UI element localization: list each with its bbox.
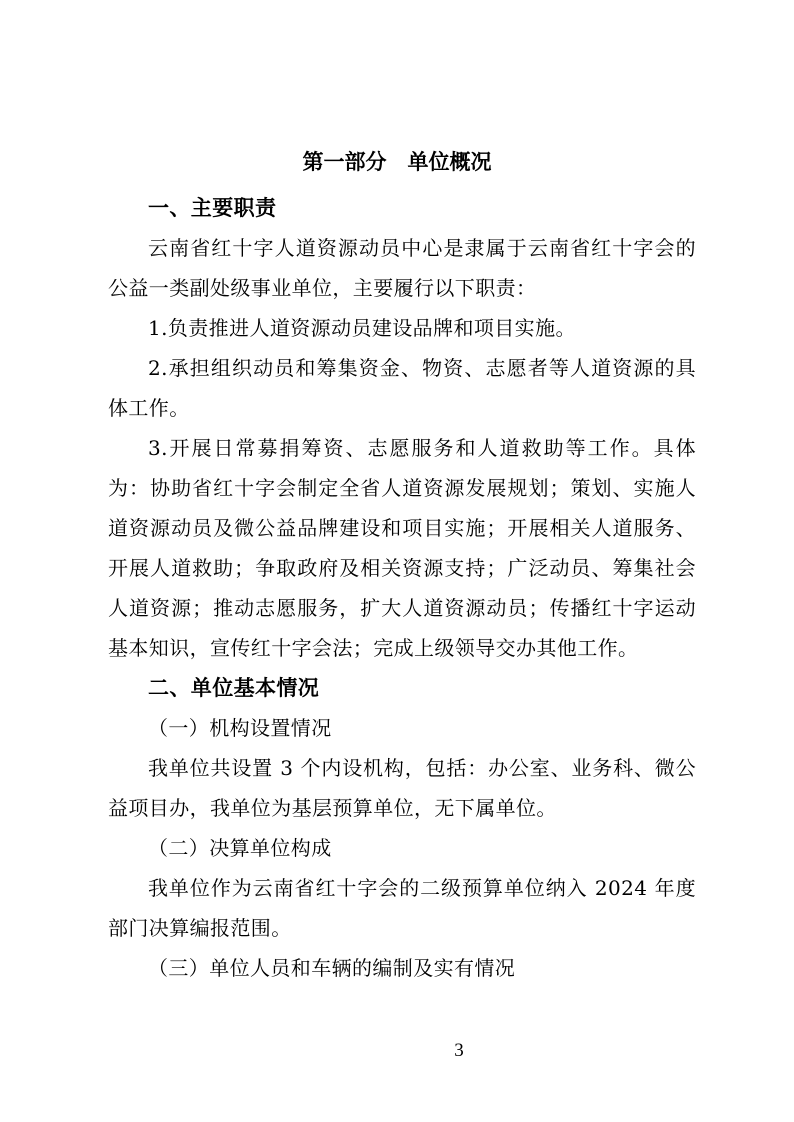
section-heading-duties: 一、主要职责	[148, 196, 277, 220]
organization-paragraph: 我单位共设置 3 个内设机构，包括：办公室、业务科、微公益项目办，我单位为基层预算单位，无下属单位。	[108, 756, 696, 820]
duty-item-1: 1.负责推进人道资源动员建设品牌和项目实施。	[148, 316, 576, 340]
intro-paragraph: 云南省红十字人道资源动员中心是隶属于云南省红十字会的公益一类副处级事业单位，主要履行以下职责：	[108, 236, 696, 300]
composition-paragraph: 我单位作为云南省红十字会的二级预算单位纳入 2024 年度部门决算编报范围。	[108, 876, 696, 940]
subsection-heading-composition: （二）决算单位构成	[148, 836, 332, 860]
section-heading-basic-info: 二、单位基本情况	[148, 676, 320, 700]
duty-item-3: 3.开展日常募捐筹资、志愿服务和人道救助等工作。具体为：协助省红十字会制定全省人道资源发展规划；策划、实施人道资源动员及微公益品牌建设和项目实施；开展相关人道服务、开展人道救助；争取政府及相关资源支持；广泛动员、筹集社会人道资源；推动志愿服务，扩大人道资源动员；传播红十字运动基本知识，宣传红十字会法；完成上级领导交办其他工作。	[108, 436, 696, 660]
duty-item-2: 2.承担组织动员和筹集资金、物资、志愿者等人道资源的具体工作。	[108, 356, 696, 420]
subsection-heading-staff-vehicles: （三）单位人员和车辆的编制及实有情况	[148, 956, 516, 980]
subsection-heading-organization: （一）机构设置情况	[148, 716, 332, 740]
page-number: 3	[454, 1040, 464, 1061]
page-title: 第一部分 单位概况	[302, 150, 492, 174]
document-body	[108, 188, 696, 988]
